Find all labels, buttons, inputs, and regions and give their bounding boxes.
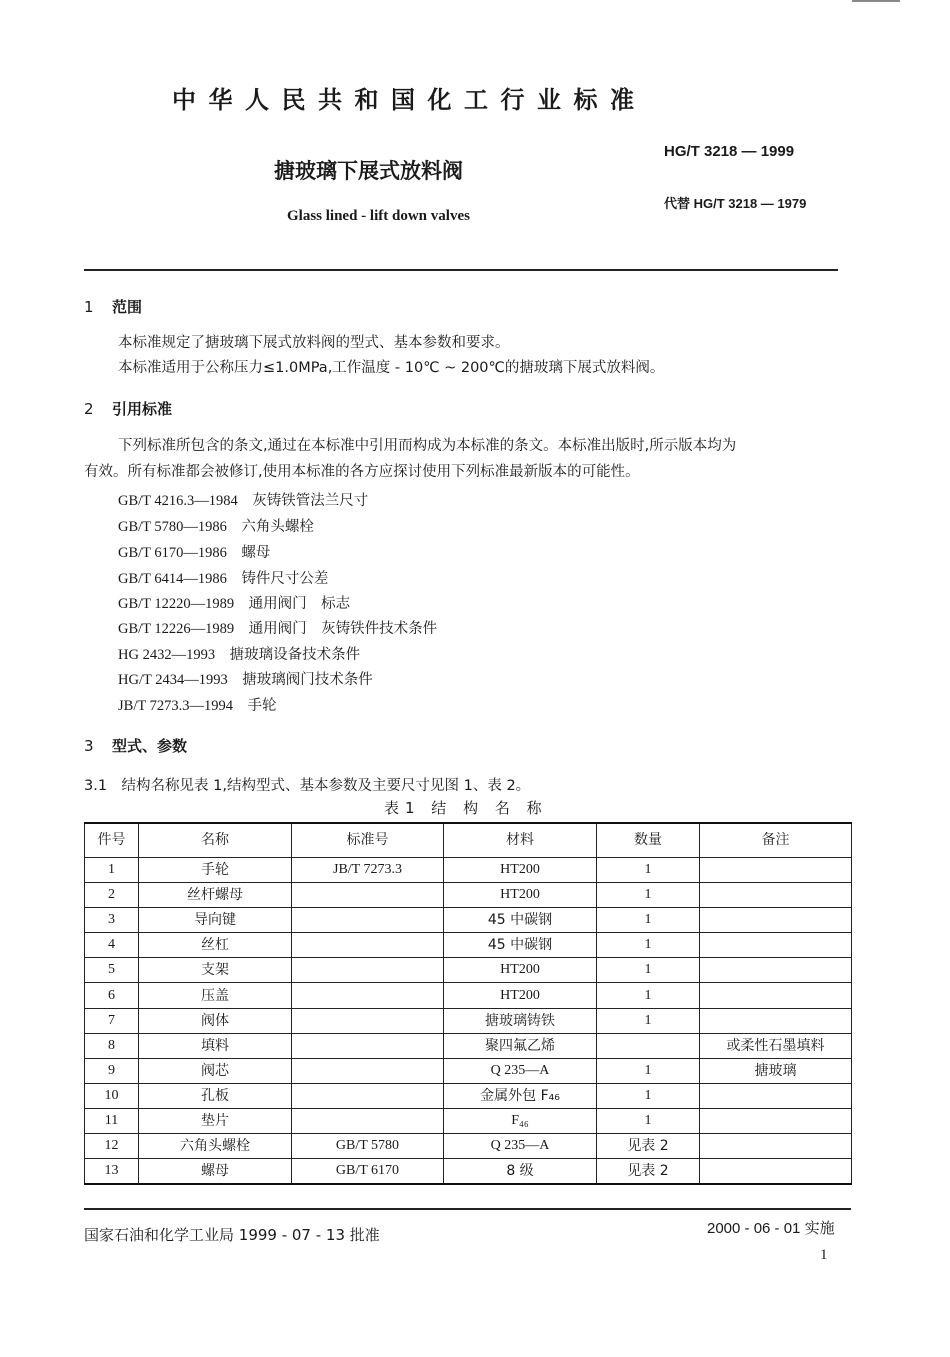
table-cell bbox=[292, 1058, 444, 1083]
references-paragraph-1: 下列标准所包含的条文,通过在本标准中引用而构成为本标准的条文。本标准出版时,所示版本均为 bbox=[118, 438, 737, 454]
table-cell: 孔板 bbox=[139, 1083, 292, 1108]
table-cell: 阀体 bbox=[139, 1008, 292, 1033]
table-cell bbox=[292, 1083, 444, 1108]
table-row bbox=[85, 933, 852, 958]
reference-item: HG 2432—1993 搪玻璃设备技术条件 bbox=[118, 647, 361, 663]
table-cell bbox=[597, 1033, 700, 1058]
table-row bbox=[85, 883, 852, 908]
table-cell: 见表 2 bbox=[597, 1134, 700, 1159]
table-cell bbox=[700, 908, 852, 933]
table-cell: 见表 2 bbox=[597, 1159, 700, 1185]
table-cell: 聚四氟乙烯 bbox=[444, 1033, 597, 1058]
table-row bbox=[85, 983, 852, 1008]
table-cell bbox=[292, 983, 444, 1008]
table-cell bbox=[700, 1008, 852, 1033]
table-row bbox=[85, 1058, 852, 1083]
table-cell: 4 bbox=[85, 933, 139, 958]
table-cell: 螺母 bbox=[139, 1159, 292, 1185]
clause-3-1: 3.1 结构名称见表 1,结构型式、基本参数及主要尺寸见图 1、表 2。 bbox=[84, 778, 531, 794]
table-cell bbox=[292, 958, 444, 983]
section-title: 型式、参数 bbox=[112, 737, 188, 755]
section-title: 引用标准 bbox=[112, 400, 173, 418]
table-cell: 六角头螺栓 bbox=[139, 1134, 292, 1159]
approval-note: 国家石油和化学工业局 1999 - 07 - 13 批准 bbox=[84, 1226, 380, 1244]
table-row bbox=[85, 1033, 852, 1058]
table-cell bbox=[292, 1033, 444, 1058]
table-cell: 13 bbox=[85, 1159, 139, 1185]
table-row bbox=[85, 908, 852, 933]
table-cell: 45 中碳钢 bbox=[444, 933, 597, 958]
scope-paragraph-2: 本标准适用于公称压力≤1.0MPa,工作温度 - 10℃ ~ 200℃的搪玻璃下展式放料阀。 bbox=[118, 360, 665, 376]
table-cell: 1 bbox=[597, 1008, 700, 1033]
table-cell: 压盖 bbox=[139, 983, 292, 1008]
table-header-row bbox=[85, 823, 852, 858]
organization-title: 中华人民共和国化工行业标准 bbox=[172, 86, 647, 114]
implementation-date: 2000 - 06 - 01 实施 bbox=[707, 1220, 835, 1237]
table-cell bbox=[700, 1134, 852, 1159]
table-cell: 45 中碳钢 bbox=[444, 908, 597, 933]
section-2-heading bbox=[84, 398, 172, 419]
table-cell: 垫片 bbox=[139, 1108, 292, 1133]
table-cell: 12 bbox=[85, 1134, 139, 1159]
table-cell: 丝杆螺母 bbox=[139, 883, 292, 908]
table-row bbox=[85, 1083, 852, 1108]
reference-item: GB/T 6170—1986 螺母 bbox=[118, 545, 271, 561]
table-cell bbox=[292, 1008, 444, 1033]
table-cell bbox=[700, 883, 852, 908]
table-cell: 1 bbox=[597, 958, 700, 983]
table-row bbox=[85, 958, 852, 983]
section-title: 范围 bbox=[112, 298, 143, 316]
section-number: 3 bbox=[84, 737, 94, 755]
table-cell: 8 级 bbox=[444, 1159, 597, 1185]
table-cell: 1 bbox=[85, 858, 139, 883]
table-cell: HT200 bbox=[444, 883, 597, 908]
table-cell: 阀芯 bbox=[139, 1058, 292, 1083]
table-cell: 1 bbox=[597, 1083, 700, 1108]
table-cell: Q 235—A bbox=[444, 1058, 597, 1083]
table-cell bbox=[700, 933, 852, 958]
section-3-heading bbox=[84, 735, 187, 756]
section-number: 2 bbox=[84, 400, 94, 418]
top-edge-rule bbox=[852, 0, 900, 2]
table-cell bbox=[292, 908, 444, 933]
table-row bbox=[85, 1134, 852, 1159]
table-cell bbox=[700, 983, 852, 1008]
replaces-standard: 代替 HG/T 3218 — 1979 bbox=[664, 196, 807, 211]
page-number: 1 bbox=[820, 1247, 828, 1263]
table-row bbox=[85, 1159, 852, 1185]
column-header: 件号 bbox=[85, 823, 139, 858]
table-cell: 填料 bbox=[139, 1033, 292, 1058]
table-cell bbox=[700, 1083, 852, 1108]
table-cell: GB/T 5780 bbox=[292, 1134, 444, 1159]
table-cell bbox=[700, 958, 852, 983]
standard-code: HG/T 3218 — 1999 bbox=[664, 143, 795, 160]
table-cell: Q 235—A bbox=[444, 1134, 597, 1159]
table-cell bbox=[700, 858, 852, 883]
reference-item: HG/T 2434—1993 搪玻璃阀门技术条件 bbox=[118, 672, 373, 688]
table-cell: HT200 bbox=[444, 958, 597, 983]
table-cell bbox=[292, 883, 444, 908]
section-1-heading bbox=[84, 296, 142, 317]
header-divider bbox=[84, 269, 838, 271]
english-title: Glass lined - lift down valves bbox=[287, 208, 470, 224]
column-header: 备注 bbox=[700, 823, 852, 858]
table-cell: 2 bbox=[85, 883, 139, 908]
table-cell: HT200 bbox=[444, 858, 597, 883]
table-cell: 3 bbox=[85, 908, 139, 933]
table-cell: 8 bbox=[85, 1033, 139, 1058]
parts-table bbox=[84, 822, 852, 1185]
table-caption: 表1 结 构 名 称 bbox=[384, 799, 548, 817]
table-cell: 金属外包 F₄₆ bbox=[444, 1083, 597, 1108]
scope-paragraph-1: 本标准规定了搪玻璃下展式放料阀的型式、基本参数和要求。 bbox=[118, 335, 510, 351]
table-cell: GB/T 6170 bbox=[292, 1159, 444, 1185]
table-cell bbox=[292, 1108, 444, 1133]
reference-item: GB/T 4216.3—1984 灰铸铁管法兰尺寸 bbox=[118, 493, 369, 509]
reference-item: GB/T 5780—1986 六角头螺栓 bbox=[118, 519, 314, 535]
table-cell: 丝杠 bbox=[139, 933, 292, 958]
section-number: 1 bbox=[84, 298, 94, 316]
table-cell: HT200 bbox=[444, 983, 597, 1008]
table-cell bbox=[700, 1108, 852, 1133]
references-paragraph-2: 有效。所有标准都会被修订,使用本标准的各方应探讨使用下列标准最新版本的可能性。 bbox=[84, 464, 640, 480]
column-header: 数量 bbox=[597, 823, 700, 858]
table-cell: 手轮 bbox=[139, 858, 292, 883]
table-cell: JB/T 7273.3 bbox=[292, 858, 444, 883]
table-cell: 1 bbox=[597, 933, 700, 958]
table-cell: 7 bbox=[85, 1008, 139, 1033]
table-cell: 9 bbox=[85, 1058, 139, 1083]
table-cell: 或柔性石墨填料 bbox=[700, 1033, 852, 1058]
table-cell: 1 bbox=[597, 1108, 700, 1133]
table-cell: F₄₆ bbox=[444, 1108, 597, 1133]
reference-item: JB/T 7273.3—1994 手轮 bbox=[118, 698, 277, 714]
table-cell: 11 bbox=[85, 1108, 139, 1133]
column-header: 标准号 bbox=[292, 823, 444, 858]
footer-divider bbox=[84, 1208, 851, 1210]
table-cell bbox=[292, 933, 444, 958]
table-row bbox=[85, 858, 852, 883]
table-cell: 1 bbox=[597, 1058, 700, 1083]
reference-item: GB/T 6414—1986 铸件尺寸公差 bbox=[118, 571, 329, 587]
reference-item: GB/T 12226—1989 通用阀门 灰铸铁件技术条件 bbox=[118, 621, 438, 637]
standard-title: 搪玻璃下展式放料阀 bbox=[274, 159, 463, 183]
table-cell: 6 bbox=[85, 983, 139, 1008]
column-header: 名称 bbox=[139, 823, 292, 858]
column-header: 材料 bbox=[444, 823, 597, 858]
table-cell: 1 bbox=[597, 983, 700, 1008]
table-cell: 搪玻璃铸铁 bbox=[444, 1008, 597, 1033]
table-cell: 1 bbox=[597, 908, 700, 933]
table-cell: 导向键 bbox=[139, 908, 292, 933]
reference-item: GB/T 12220—1989 通用阀门 标志 bbox=[118, 596, 351, 612]
table-cell: 5 bbox=[85, 958, 139, 983]
table-cell: 1 bbox=[597, 883, 700, 908]
table-row bbox=[85, 1108, 852, 1133]
table-cell: 10 bbox=[85, 1083, 139, 1108]
table-cell: 1 bbox=[597, 858, 700, 883]
table-row bbox=[85, 1008, 852, 1033]
table-cell bbox=[700, 1159, 852, 1185]
table-cell: 支架 bbox=[139, 958, 292, 983]
table-cell: 搪玻璃 bbox=[700, 1058, 852, 1083]
